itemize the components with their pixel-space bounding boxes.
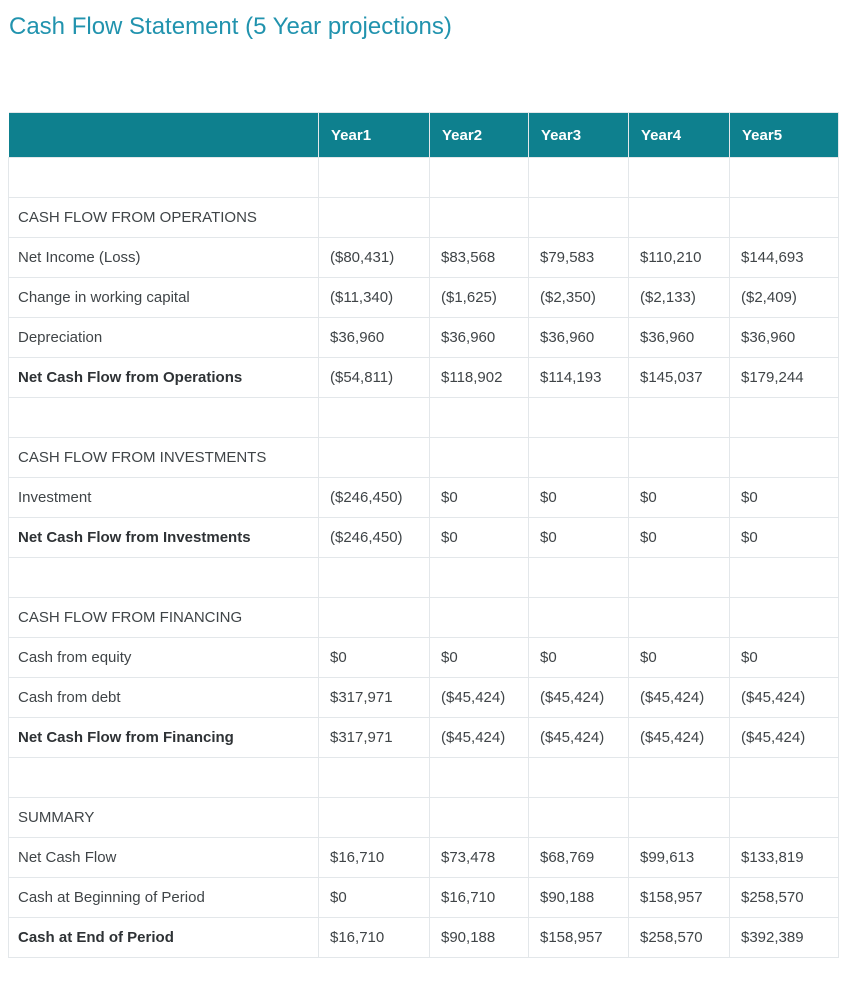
value-cell: ($2,350) <box>529 278 629 318</box>
empty-cell <box>730 598 839 638</box>
value-cell: ($45,424) <box>629 678 730 718</box>
section-row <box>9 798 839 838</box>
row-label: CASH FLOW FROM OPERATIONS <box>9 198 319 238</box>
row-label: Cash at End of Period <box>9 918 319 958</box>
value-cell: $0 <box>430 638 529 678</box>
row-label: Net Cash Flow <box>9 838 319 878</box>
empty-cell <box>529 438 629 478</box>
value-cell: $36,960 <box>430 318 529 358</box>
empty-cell <box>430 198 529 238</box>
empty-cell <box>430 158 529 198</box>
empty-cell <box>9 398 319 438</box>
value-cell: $16,710 <box>430 878 529 918</box>
total-row <box>9 358 839 398</box>
value-cell: ($45,424) <box>629 718 730 758</box>
empty-cell <box>629 158 730 198</box>
empty-cell <box>730 798 839 838</box>
empty-cell <box>730 398 839 438</box>
empty-cell <box>529 398 629 438</box>
data-row <box>9 478 839 518</box>
empty-row <box>9 758 839 798</box>
value-cell: $392,389 <box>730 918 839 958</box>
section-row <box>9 438 839 478</box>
empty-cell <box>529 198 629 238</box>
value-cell: $90,188 <box>430 918 529 958</box>
value-cell: $68,769 <box>529 838 629 878</box>
empty-cell <box>9 158 319 198</box>
empty-cell <box>319 798 430 838</box>
value-cell: $0 <box>730 638 839 678</box>
value-cell: ($2,409) <box>730 278 839 318</box>
empty-cell <box>529 158 629 198</box>
empty-cell <box>730 158 839 198</box>
data-row <box>9 678 839 718</box>
row-label: Cash at Beginning of Period <box>9 878 319 918</box>
value-cell: ($45,424) <box>430 678 529 718</box>
value-cell: $158,957 <box>529 918 629 958</box>
empty-cell <box>529 558 629 598</box>
empty-cell <box>430 598 529 638</box>
empty-cell <box>430 758 529 798</box>
header-cell-year1: Year1 <box>319 113 430 158</box>
empty-row <box>9 398 839 438</box>
value-cell: $158,957 <box>629 878 730 918</box>
empty-cell <box>629 558 730 598</box>
value-cell: $36,960 <box>730 318 839 358</box>
empty-row <box>9 158 839 198</box>
value-cell: $0 <box>319 638 430 678</box>
value-cell: $0 <box>529 478 629 518</box>
value-cell: ($2,133) <box>629 278 730 318</box>
empty-cell <box>430 558 529 598</box>
empty-cell <box>629 438 730 478</box>
row-label: CASH FLOW FROM FINANCING <box>9 598 319 638</box>
table-body <box>9 158 839 958</box>
empty-cell <box>730 198 839 238</box>
value-cell: $36,960 <box>529 318 629 358</box>
empty-cell <box>319 758 430 798</box>
value-cell: ($45,424) <box>529 718 629 758</box>
row-label: Net Cash Flow from Financing <box>9 718 319 758</box>
value-cell: $73,478 <box>430 838 529 878</box>
value-cell: ($246,450) <box>319 478 430 518</box>
data-row <box>9 318 839 358</box>
data-row <box>9 278 839 318</box>
empty-cell <box>319 398 430 438</box>
row-label: Depreciation <box>9 318 319 358</box>
section-row <box>9 198 839 238</box>
row-label: Net Cash Flow from Operations <box>9 358 319 398</box>
empty-cell <box>730 758 839 798</box>
value-cell: ($1,625) <box>430 278 529 318</box>
value-cell: $114,193 <box>529 358 629 398</box>
value-cell: $0 <box>319 878 430 918</box>
value-cell: ($246,450) <box>319 518 430 558</box>
empty-cell <box>529 798 629 838</box>
empty-cell <box>529 598 629 638</box>
header-cell-year4: Year4 <box>629 113 730 158</box>
value-cell: $90,188 <box>529 878 629 918</box>
empty-cell <box>319 438 430 478</box>
empty-cell <box>629 758 730 798</box>
data-row <box>9 838 839 878</box>
value-cell: $99,613 <box>629 838 730 878</box>
value-cell: $0 <box>529 638 629 678</box>
value-cell: $16,710 <box>319 838 430 878</box>
value-cell: $145,037 <box>629 358 730 398</box>
empty-cell <box>629 798 730 838</box>
total-row <box>9 718 839 758</box>
data-row <box>9 238 839 278</box>
row-label: Net Cash Flow from Investments <box>9 518 319 558</box>
empty-cell <box>319 198 430 238</box>
value-cell: ($80,431) <box>319 238 430 278</box>
value-cell: $36,960 <box>319 318 430 358</box>
value-cell: $0 <box>629 638 730 678</box>
row-label: Net Income (Loss) <box>9 238 319 278</box>
page-title: Cash Flow Statement (5 Year projections) <box>9 13 452 40</box>
value-cell: ($54,811) <box>319 358 430 398</box>
empty-cell <box>529 758 629 798</box>
table-header <box>9 113 839 158</box>
data-row <box>9 638 839 678</box>
value-cell: $118,902 <box>430 358 529 398</box>
empty-cell <box>730 558 839 598</box>
value-cell: ($11,340) <box>319 278 430 318</box>
value-cell: $317,971 <box>319 718 430 758</box>
value-cell: ($45,424) <box>430 718 529 758</box>
value-cell: $79,583 <box>529 238 629 278</box>
empty-cell <box>629 598 730 638</box>
empty-cell <box>430 398 529 438</box>
header-cell-year2: Year2 <box>430 113 529 158</box>
empty-cell <box>319 158 430 198</box>
empty-row <box>9 558 839 598</box>
empty-cell <box>319 598 430 638</box>
value-cell: ($45,424) <box>730 678 839 718</box>
row-label: Investment <box>9 478 319 518</box>
value-cell: $36,960 <box>629 318 730 358</box>
value-cell: $144,693 <box>730 238 839 278</box>
row-label: Change in working capital <box>9 278 319 318</box>
header-cell-label <box>9 113 319 158</box>
header-row <box>9 113 839 158</box>
empty-cell <box>629 198 730 238</box>
value-cell: $0 <box>629 478 730 518</box>
value-cell: $179,244 <box>730 358 839 398</box>
empty-cell <box>9 758 319 798</box>
section-row <box>9 598 839 638</box>
empty-cell <box>629 398 730 438</box>
row-label: Cash from debt <box>9 678 319 718</box>
row-label: Cash from equity <box>9 638 319 678</box>
empty-cell <box>9 558 319 598</box>
data-row <box>9 878 839 918</box>
total-row <box>9 518 839 558</box>
value-cell: $16,710 <box>319 918 430 958</box>
header-cell-year5: Year5 <box>730 113 839 158</box>
value-cell: $110,210 <box>629 238 730 278</box>
value-cell: $0 <box>730 478 839 518</box>
row-label: SUMMARY <box>9 798 319 838</box>
value-cell: $0 <box>430 518 529 558</box>
value-cell: $0 <box>629 518 730 558</box>
empty-cell <box>430 438 529 478</box>
header-cell-year3: Year3 <box>529 113 629 158</box>
value-cell: $258,570 <box>730 878 839 918</box>
empty-cell <box>430 798 529 838</box>
empty-cell <box>319 558 430 598</box>
empty-cell <box>730 438 839 478</box>
value-cell: ($45,424) <box>730 718 839 758</box>
value-cell: $0 <box>529 518 629 558</box>
cash-flow-table <box>8 112 839 958</box>
value-cell: $317,971 <box>319 678 430 718</box>
value-cell: $0 <box>730 518 839 558</box>
total-row <box>9 918 839 958</box>
value-cell: $0 <box>430 478 529 518</box>
row-label: CASH FLOW FROM INVESTMENTS <box>9 438 319 478</box>
value-cell: $133,819 <box>730 838 839 878</box>
value-cell: $83,568 <box>430 238 529 278</box>
value-cell: ($45,424) <box>529 678 629 718</box>
value-cell: $258,570 <box>629 918 730 958</box>
